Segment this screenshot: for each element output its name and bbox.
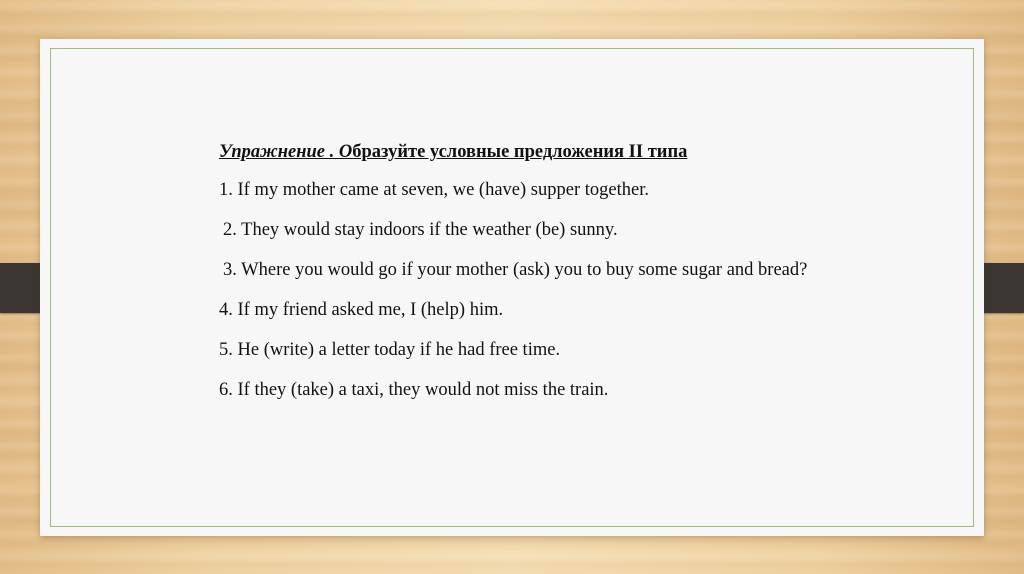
exercise-item-1: 1. If my mother came at seven, we (have) supper together. xyxy=(219,180,649,200)
exercise-item-4: 4. If my friend asked me, I (help) him. xyxy=(219,300,504,320)
exercise-heading-lead: Упражнение . О xyxy=(219,142,353,162)
exercise-item-2: 2. They would stay indoors if the weather (be) sunny. xyxy=(223,220,618,240)
exercise-heading xyxy=(219,140,859,164)
slide-content xyxy=(219,140,859,418)
exercise-item-6: 6. If they (take) a taxi, they would not miss the train. xyxy=(219,380,609,400)
exercise-item-3: 3. Where you would go if your mother (ask) you to buy some sugar and bread? xyxy=(223,260,808,280)
exercise-heading-rest: бразуйте условные предложения II типа xyxy=(352,142,688,162)
exercise-item-5: 5. He (write) a letter today if he had free time. xyxy=(219,340,561,360)
